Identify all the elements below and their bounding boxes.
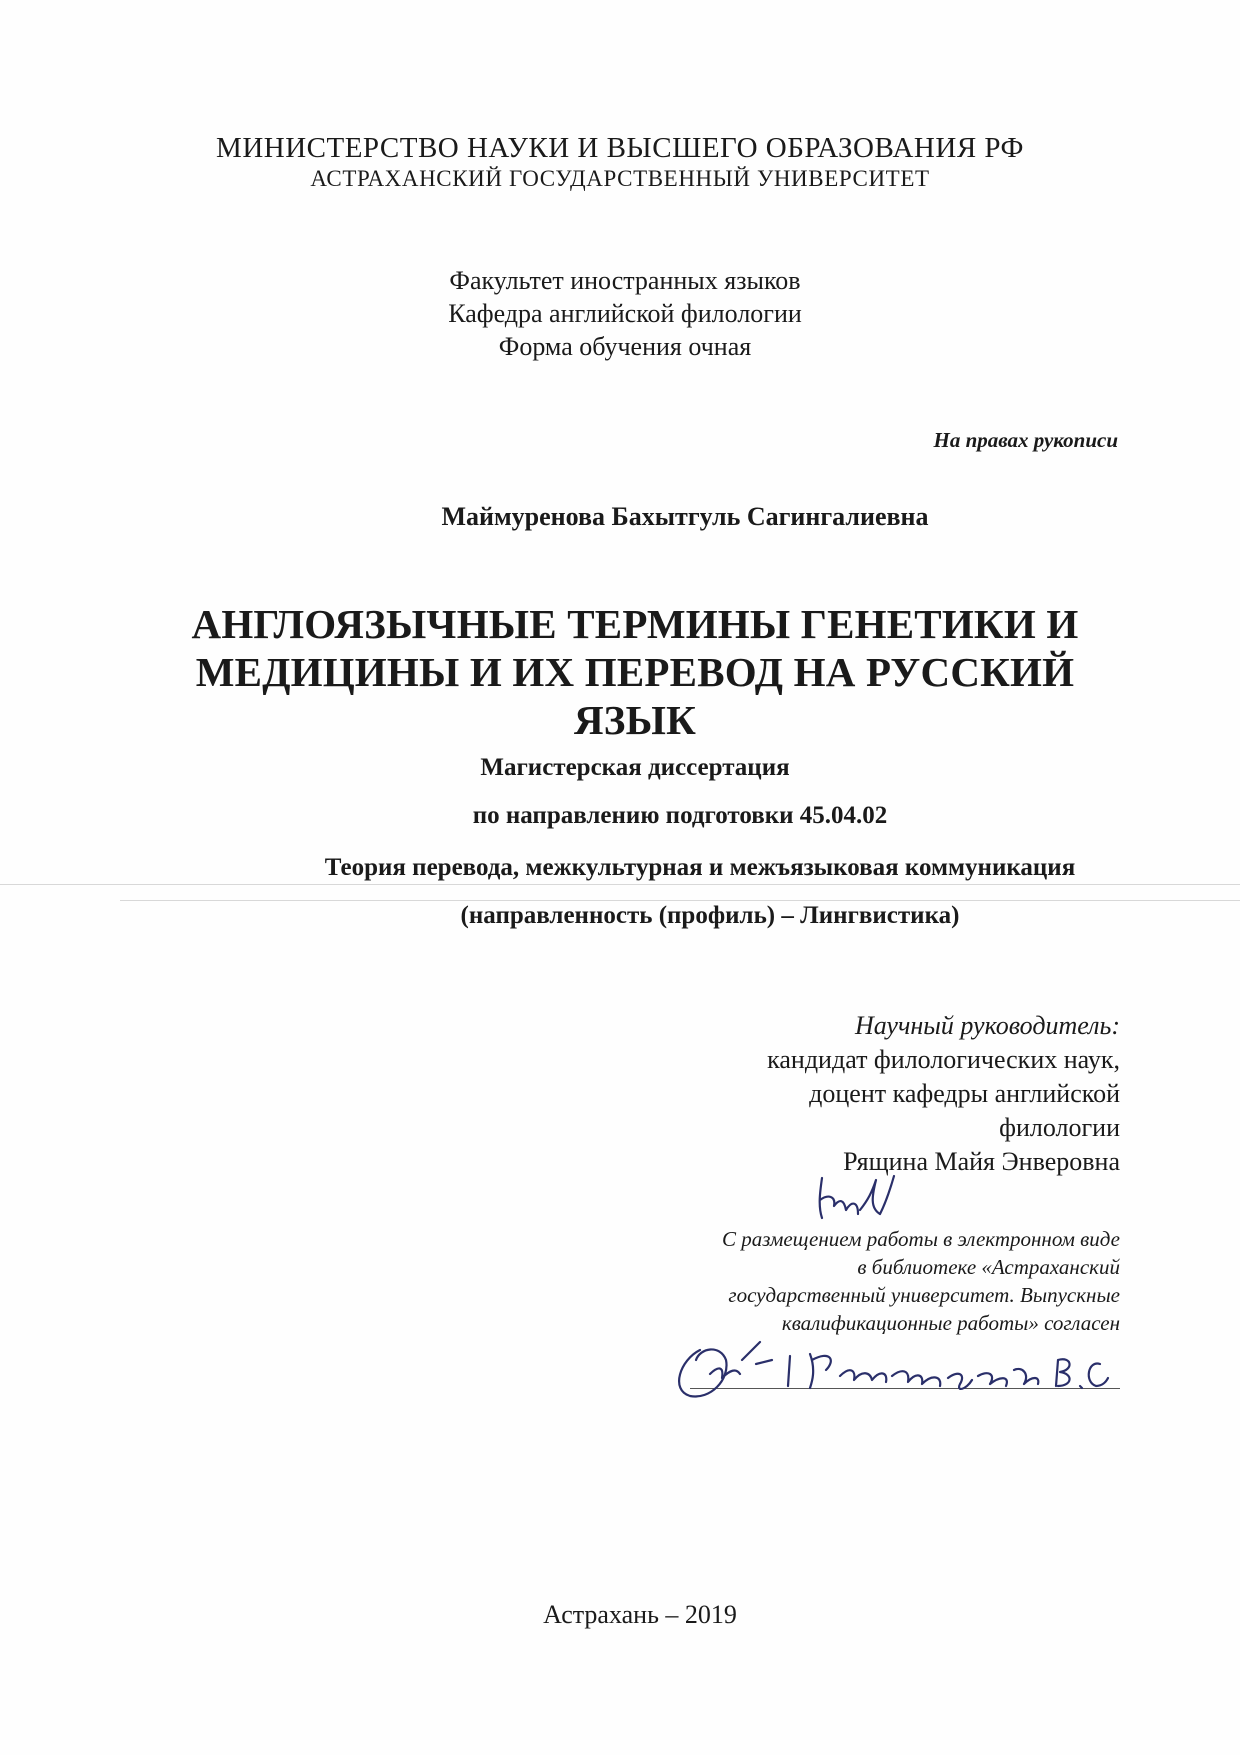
- supervisor-degree: кандидат филологических наук,: [767, 1045, 1120, 1074]
- consent-line-4: квалификационные работы» согласен: [781, 1311, 1120, 1335]
- author-signature-icon: [660, 1330, 1140, 1410]
- scan-artifact-line: [120, 900, 1240, 901]
- library-consent: [722, 1225, 1120, 1337]
- title-line-1: АНГЛОЯЗЫЧНЫЕ ТЕРМИНЫ ГЕНЕТИКИ И: [191, 601, 1079, 647]
- supervisor-position-2: филологии: [999, 1113, 1120, 1142]
- city-year: Астрахань – 2019: [543, 1600, 737, 1629]
- thesis-title: [150, 600, 1120, 744]
- department-name: Кафедра английской филологии: [448, 299, 802, 328]
- supervisor-signature-icon: [810, 1170, 920, 1230]
- supervisor-label: Научный руководитель:: [854, 1011, 1120, 1040]
- thesis-profile: (направленность (профиль) – Лингвистика): [460, 902, 960, 929]
- thesis-direction: по направлению подготовки 45.04.02: [472, 802, 888, 829]
- supervisor-name: Рящина Майя Энверовна: [843, 1147, 1120, 1176]
- supervisor-position-1: доцент кафедры английской: [809, 1079, 1120, 1108]
- thesis-program: Теория перевода, межкультурная и межъязыковая коммуникация: [324, 854, 1076, 881]
- thesis-type: Магистерская диссертация: [480, 754, 790, 781]
- consent-line-3: государственный университет. Выпускные: [728, 1283, 1120, 1307]
- consent-line-1: С размещением работы в электронном виде: [722, 1227, 1120, 1251]
- ministry-name: МИНИСТЕРСТВО НАУКИ И ВЫСШЕГО ОБРАЗОВАНИЯ РФ: [216, 132, 1024, 164]
- consent-line-2: в библиотеке «Астраханский: [857, 1255, 1120, 1279]
- supervisor-block: [767, 1009, 1120, 1179]
- rights-note: На правах рукописи: [933, 428, 1118, 452]
- title-line-2: МЕДИЦИНЫ И ИХ ПЕРЕВОД НА РУССКИЙ: [195, 649, 1075, 695]
- scan-artifact-line: [0, 884, 1240, 885]
- university-name: АСТРАХАНСКИЙ ГОСУДАРСТВЕННЫЙ УНИВЕРСИТЕТ: [310, 166, 930, 191]
- faculty-name: Факультет иностранных языков: [449, 266, 801, 295]
- author-name: Маймуренова Бахытгуль Сагингалиевна: [441, 502, 929, 531]
- title-line-3: ЯЗЫК: [573, 697, 697, 743]
- study-form: Форма обучения очная: [498, 332, 752, 361]
